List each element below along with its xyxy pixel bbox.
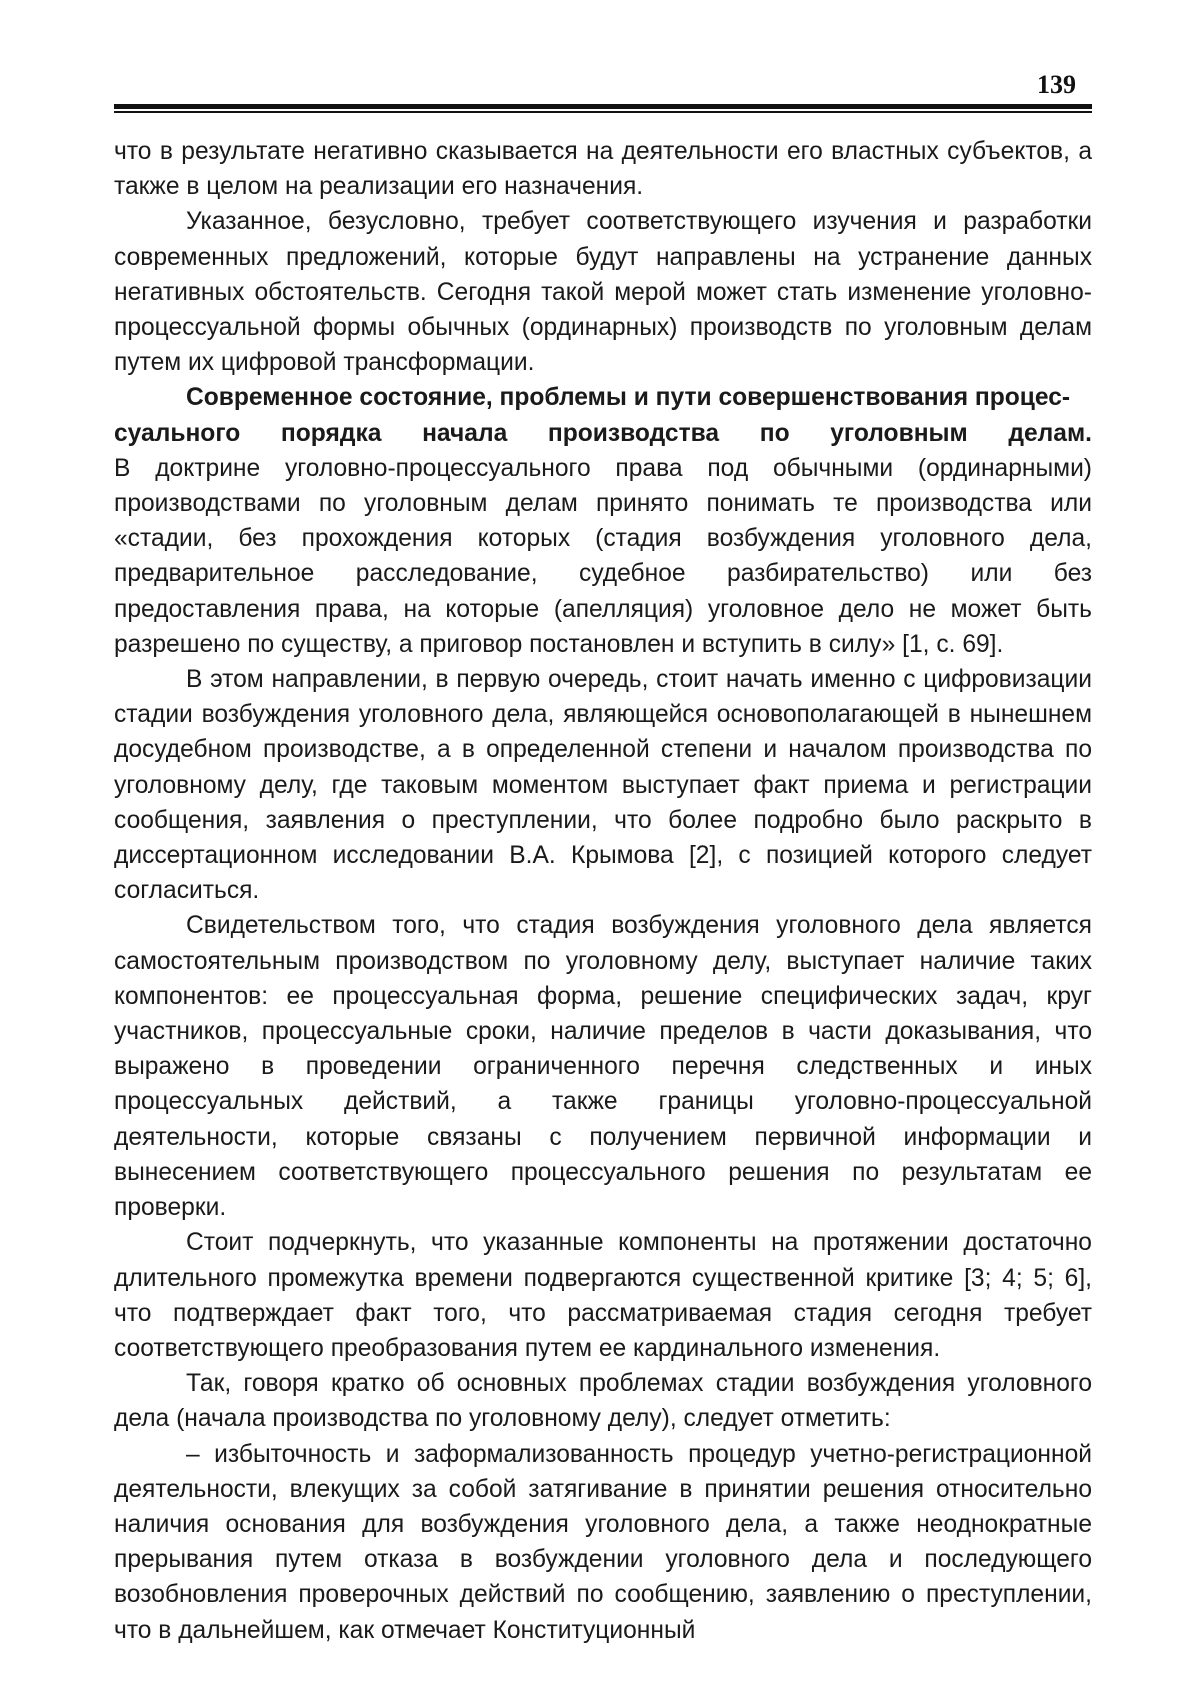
paragraph-evidence: Свидетельством того, что стадия возбуждения уголовного дела является самостоятельным производством по уголовному делу, выступает наличие таких компонентов: ее процессуальная форма, решение специфических задач, круг участников, процессуальные сроки, наличие пределов в части доказывания, что выражено в проведении ограниченного перечня следственных и иных процессуальных действий, а также границы уголовно-процессуальной деятельности, которые связаны с получением первичной информации и вынесением соответствующего процессуального решения по результатам ее проверки.	[114, 912, 1092, 1222]
header-rule-thin	[114, 111, 1092, 113]
paragraph-section-heading	[114, 380, 1092, 662]
paragraph-criticism: Стоит подчеркнуть, что указанные компоненты на протяжении достаточно длительного промежутка времени подвергаются существенной критике [3; 4; 5; 6], что подтверждает факт того, что рассматриваемая стадия сегодня требует соответствующего преобразования путем ее кардинального изменения.	[114, 1229, 1092, 1362]
section-heading-line2: суального порядка начала производства по уголовным делам.	[114, 419, 1092, 447]
paragraph-proposal: Указанное, безусловно, требует соответствующего изучения и разработки современных предложений, которые будут направлены на устранение данных негативных обстоятельств. Сегодня такой мерой может стать изменение уголовно-процессуальной формы обычных (ординарных) производств по уголовным делам путем их цифровой трансформации.	[114, 208, 1092, 377]
paragraph-continuation: что в результате негативно сказывается на деятельности его властных субъектов, а также в целом на реализации его назначения.	[114, 138, 1092, 201]
list-item-redundancy: – избыточность и заформализованность процедур учетно-регистрационной деятельности, влекущих за собой затягивание в принятии решения относительно наличия основания для возбуждения уголовного дела, а также неоднократные прерывания путем отказа в возбуждении уголовного дела и последующего возобновления проверочных действий по сообщению, заявлению о преступлении, что в дальнейшем, как отмечает Конституционный	[114, 1440, 1092, 1644]
page-number: 139	[1037, 70, 1076, 99]
body-text	[114, 134, 1092, 1648]
paragraph-problems-intro: Так, говоря кратко об основных проблемах стадии возбуждения уголовного дела (начала производства по уголовному делу), следует отметить:	[114, 1370, 1092, 1433]
paragraph-digitalization: В этом направлении, в первую очередь, стоит начать именно с цифровизации стадии возбуждения уголовного дела, являющейся основополагающей в нынешнем досудебном производстве, а в определенной степени и началом производства по уголовному делу, где таковым моментом выступает факт приема и регистрации сообщения, заявления о преступлении, что более подробно было раскрыто в диссертационном исследовании В.А. Крымова [2], с позицией которого следует согласиться.	[114, 666, 1092, 905]
section-heading-line1: Современное состояние, проблемы и пути совершенствования процес-	[186, 384, 1071, 412]
header-rule-thick	[114, 104, 1092, 109]
section-heading-text: В доктрине уголовно-процессуального права под обычными (ординарными) производствами по уголовным делам принято понимать те производства или «стадии, без прохождения которых (стадия возбуждения уголовного дела, предварительное расследование, судебное разбирательство) или без предоставления права, на которые (апелляция) уголовное дело не может быть разрешено по существу, а приговор постановлен и вступить в силу» [1, с. 69].	[114, 454, 1092, 658]
